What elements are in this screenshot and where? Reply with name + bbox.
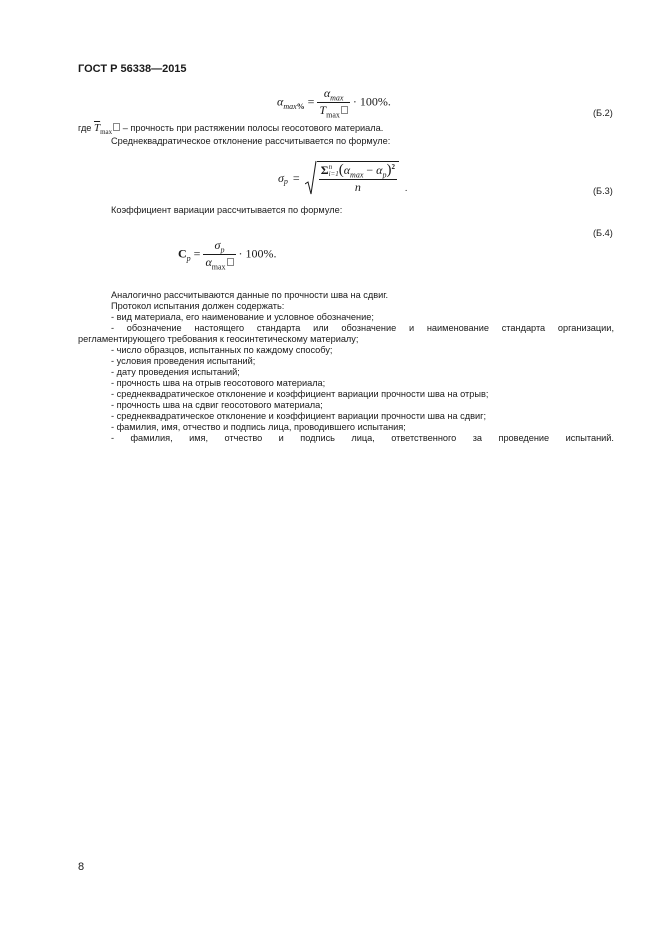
formula-b3-a: α [343, 162, 351, 177]
formula-b4-denominator: α [205, 255, 212, 270]
formula-b4-numerator: σ [214, 238, 221, 252]
where-symbol-sub: max [100, 127, 113, 136]
formula-b4-number: (Б.4) [593, 228, 613, 238]
coef-intro: Коэффициент вариации рассчитывается по формуле: [111, 205, 343, 215]
formula-b3-number: (Б.3) [593, 186, 613, 196]
standard-header: ГОСТ Р 56338—2015 [78, 63, 187, 75]
formula-b3-dot: . [404, 183, 408, 193]
list-item-continuation: регламентирующего требования к геосинтетическому материалу; [78, 334, 359, 344]
formula-b3-minus: − [363, 162, 377, 177]
formula-b3 [278, 160, 407, 196]
formula-b3-lhs: σ [278, 170, 284, 185]
formula-b3-sum-sub: i=1 [328, 170, 339, 179]
where-text: – прочность при растяжении полосы геосотового материала. [122, 123, 384, 133]
formula-b4-tail: · 100%. [238, 246, 277, 261]
list-item: - фамилия, имя, отчество и подпись лица, ответственного за проведение испытаний. [111, 433, 614, 443]
formula-b3-sum: Σ [320, 162, 329, 177]
list-item: - среднеквадратическое отклонение и коэффициент вариации прочности шва на отрыв; [111, 389, 489, 399]
formula-b4-lhs: C [178, 246, 187, 261]
formula-b2 [277, 86, 391, 120]
formula-b4-lhs-sub: p [186, 254, 191, 264]
formula-b2-number: (Б.2) [593, 108, 613, 118]
formula-b2-lhs: α [277, 94, 284, 109]
list-item: - вид материала, его наименование и условное обозначение; [111, 312, 374, 322]
formula-b2-numerator-sub: max [330, 93, 344, 103]
list-item: - среднеквадратическое отклонение и коэффициент вариации прочности шва на сдвиг; [111, 411, 487, 421]
formula-b3-sum-sup: n [328, 163, 333, 172]
formula-b2-equals: = [307, 94, 315, 109]
formula-b3-lhs-sub: p [283, 176, 288, 186]
formula-b3-power: 2 [391, 162, 395, 171]
formula-b3-equals: = [292, 170, 300, 185]
formula-b2-lhs-pct: % [296, 102, 305, 112]
std-dev-intro: Среднеквадратическое отклонение рассчитывается по формуле: [111, 136, 391, 146]
formula-b3-open-paren: ( [338, 161, 344, 178]
where-prefix: где [78, 123, 92, 133]
formula-b2-tail: · 100%. [352, 94, 391, 109]
formula-b4-denominator-sub: max [211, 262, 226, 272]
list-item: - фамилия, имя, отчество и подпись лица, проводившего испытания; [111, 422, 406, 432]
missing-glyph-box [341, 106, 348, 114]
formula-b4-fraction [203, 238, 235, 272]
protocol-intro-2: Протокол испытания должен содержать: [111, 301, 285, 311]
formula-b3-b-sub: p [382, 170, 387, 180]
formula-b3-a-sub: max [350, 170, 364, 180]
list-item: - условия проведения испытаний; [111, 356, 256, 366]
formula-b3-denominator: n [319, 179, 397, 195]
list-item: - обозначение настоящего стандарта или обозначение и наименование стандарта организации, [111, 323, 614, 333]
formula-b2-lhs-sub: max [283, 102, 297, 112]
formula-b4-numerator-sub: p [220, 245, 225, 255]
list-item: - дату проведения испытаний; [111, 367, 240, 377]
list-item: - число образцов, испытанных по каждому способу; [111, 345, 333, 355]
formula-b3-radicand [317, 161, 399, 195]
formula-b2-denominator: $\overline{T}$ [319, 103, 327, 118]
formula-b2-denominator-sub: max [326, 110, 340, 120]
protocol-intro-1: Аналогично рассчитываются данные по прочности шва на сдвиг. [111, 290, 388, 300]
formula-b4-equals: = [193, 246, 201, 261]
formula-b2-numerator: α [323, 86, 331, 100]
page-number: 8 [78, 861, 85, 873]
where-symbol: $\overline{T}$ [93, 122, 101, 134]
missing-glyph-box [113, 123, 120, 131]
sqrt-radical-icon [305, 160, 317, 196]
list-item: - прочность шва на отрыв геосотового материала; [111, 378, 326, 388]
missing-glyph-box [227, 258, 234, 266]
formula-b4 [178, 238, 277, 272]
formula-b3-close-paren: ) [386, 161, 392, 178]
list-item: - прочность шва на сдвиг геосотового материала; [111, 400, 323, 410]
formula-b2-fraction [317, 86, 349, 120]
formula-b3-b: α [376, 162, 383, 177]
